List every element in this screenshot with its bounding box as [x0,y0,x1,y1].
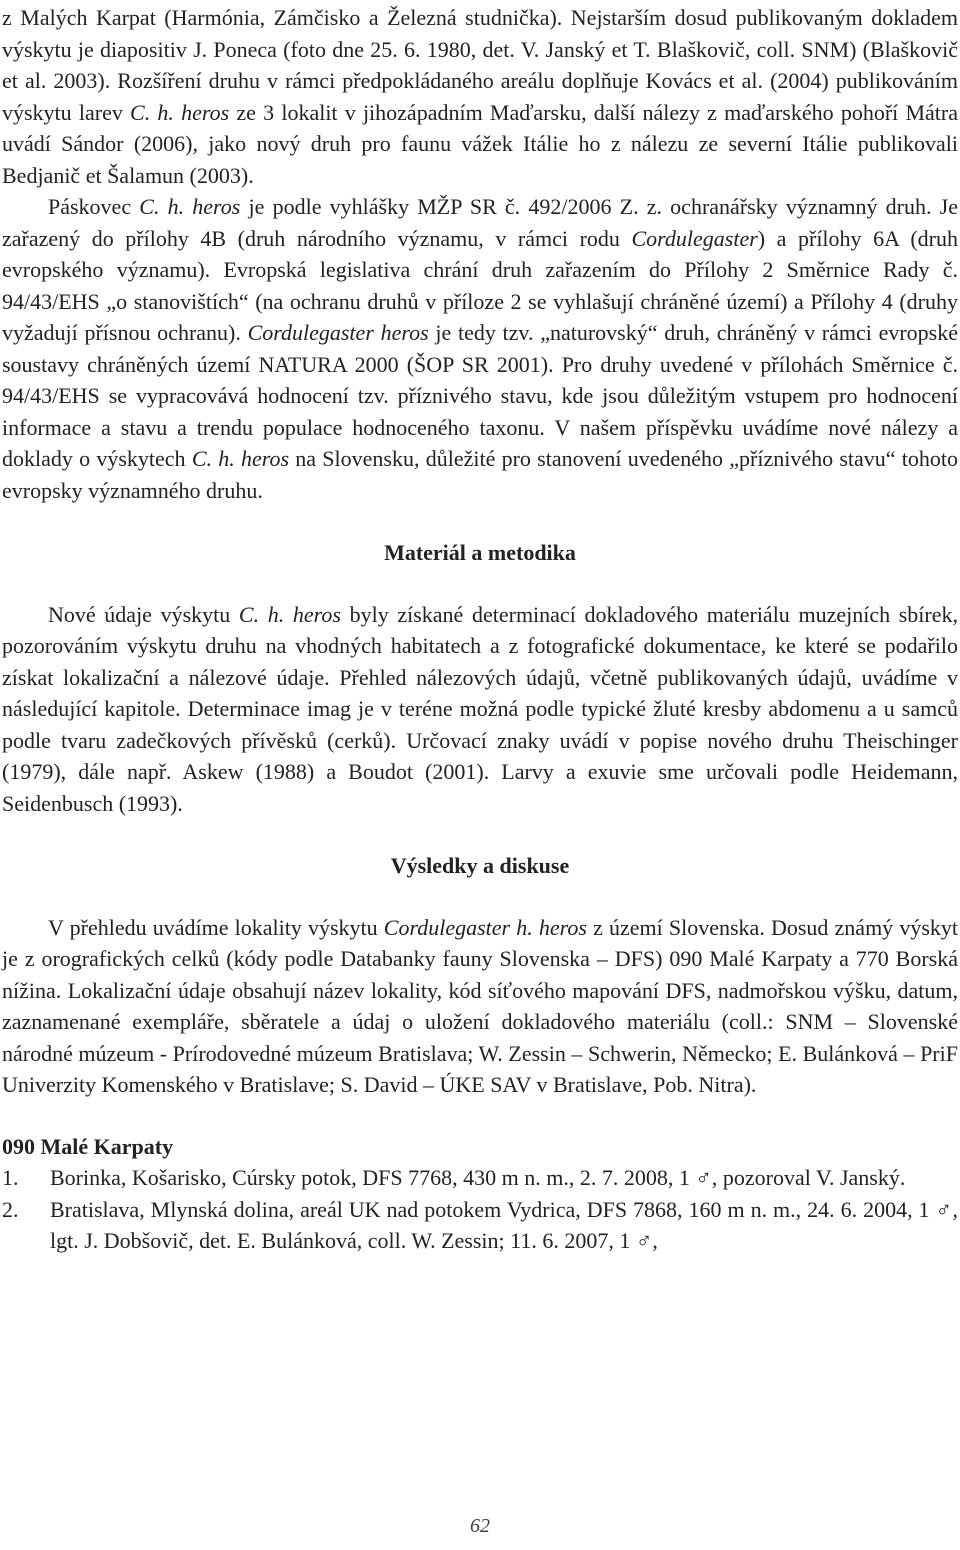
region-heading: 090 Malé Karpaty [2,1133,174,1159]
locality-record [2,1162,958,1194]
italic-taxon: C. h. heros [238,601,341,627]
spacer [2,569,958,599]
italic-taxon: C. h. heros [191,446,290,471]
text-run: je podle vyhlášky MŽP SR č. 492/2006 Z. z. ochranářsky významný druh. Je zařazený do přílohy 4B (druh národního významu, v rámci rodu [2,194,958,251]
record-text: Borinka, Košarisko, Cúrsky potok, DFS 7768, 430 m n. m., 2. 7. 2008, 1 ♂, pozoroval V. Janský. [50,1165,906,1190]
text-run: V přehledu uvádíme lokality výskytu [48,914,384,940]
spacer [2,1101,958,1131]
results-paragraph [2,912,958,1101]
document-page [2,2,958,1257]
locality-records-list [2,1162,958,1257]
italic-taxon: Cordulegaster h. heros [383,914,587,940]
text-run: ) a přílohy 6A (druh evropského významu). Evropská legislativa chrání druh zařazením do Přílohy 2 Směrnice Rady č. 94/43/EHS „o stanovištích“ (na ochranu druhů v příloze 2 se vyhlašují chráněné území) a Přílohy 4 (druhy vyžadují přísnou ochranu). [2,225,959,345]
page-number: 62 [470,1515,490,1537]
text-run: Páskovec [48,194,140,219]
methods-paragraph [2,599,958,820]
record-number: 1. [2,1165,19,1190]
section-heading-methods: Materiál a metodika [384,540,576,565]
intro-paragraph-2 [2,191,958,506]
record-number: 2. [2,1196,19,1222]
text-run: na Slovensku, důležité pro stanovení uvedeného „příznivého stavu“ tohoto evropsky významného druhu. [2,446,958,503]
text-run: ze 3 lokalit v jihozápadním Maďarsku, další nálezy z maďarského pohoří Mátra uvádí Sándor (2006), jako nový druh pro faunu vážek Itálie ho z nálezu ze severní Itálie publikovali Bedjanič et Šalamun (2003). [2,99,958,188]
spacer [2,882,958,912]
italic-taxon: Cordulegaster heros [247,320,429,345]
text-run: Nové údaje výskytu [48,601,239,627]
section-heading-results: Výsledky a diskuse [390,853,570,878]
text-run: z Malých Karpat (Harmónia, Zámčisko a Železná studnička). Nejstarším dosud publikovaným dokladem výskytu je diapositiv J. Poneca (foto dne 25. 6. 1980, det. V. Janský et T. Blaškovič, coll. SNM) (Blaškovič et al. 2003). Rozšíření druhu v rámci předpokládaného areálu doplňuje Kovács et al. (2004) publikováním výskytu larev [2,5,958,125]
spacer [2,819,958,850]
intro-paragraph-1 [2,2,958,191]
text-run: z území Slovenska. Dosud známý výskyt je z orografických celků (kódy podle Databanky fauny Slovenska – DFS) 090 Malé Karpaty a 770 Borská nížina. Lokalizační údaje obsahují název lokality, kód síťového mapování DFS, nadmořskou výšku, datum, zaznamenané exempláře, sběratele a údaj o uložení dokladového materiálu (coll.: SNM – Slovenské národné múzeum - Prírodovedné múzeum Bratislava; W. Zessin – Schwerin, Německo; E. Bulánková – PriF Univerzity Komenského v Bratislave; S. David – ÚKE SAV v Bratislave, Pob. Nitra). [2,914,958,1097]
italic-taxon: Cordulegaster [631,225,758,251]
text-run: je tedy tzv. „naturovský“ druh, chráněný v rámci evropské soustavy chráněných území NATURA 2000 (ŠOP SR 2001). Pro druhy uvedené v přílohách Směrnice č. 94/43/EHS se vypracovává hodnocení tzv. příznivého stavu, kde jsou důležitým vstupem pro hodnocení informace a stavu a trendu populace hodnoceného taxonu. V našem příspěvku uvádíme nové nálezy a doklady o výskytech [2,320,958,471]
text-run: byly získané determinací dokladového materiálu muzejních sbírek, pozorováním výskytu druhu na vhodných habitatech a z fotografické dokumentace, ke které se podařilo získat lokalizační a nálezové údaje. Přehled nálezových údajů, včetně publikovaných údajů, uvádíme v následující kapitole. Determinace imag je v teréne možná podle typické žluté kresby abdomenu a u samců podle tvaru zadečkových přívěsků (cerků). Určovací znaky uvádí v popise nového druhu Theischinger (1979), dále např. Askew (1988) a Boudot (2001). Larvy a exuvie sme určovali podle Heidemann, Seidenbusch (1993). [2,601,958,816]
italic-taxon: C. h. heros [130,99,230,125]
locality-record [2,1194,958,1257]
spacer [2,506,958,537]
italic-taxon: C. h. heros [139,194,241,219]
record-text: Bratislava, Mlynská dolina, areál UK nad potokem Vydrica, DFS 7868, 160 m n. m., 24. 6. 2004, 1 ♂, lgt. J. Dobšovič, det. E. Bulánková, coll. W. Zessin; 11. 6. 2007, 1 ♂, [50,1196,958,1253]
